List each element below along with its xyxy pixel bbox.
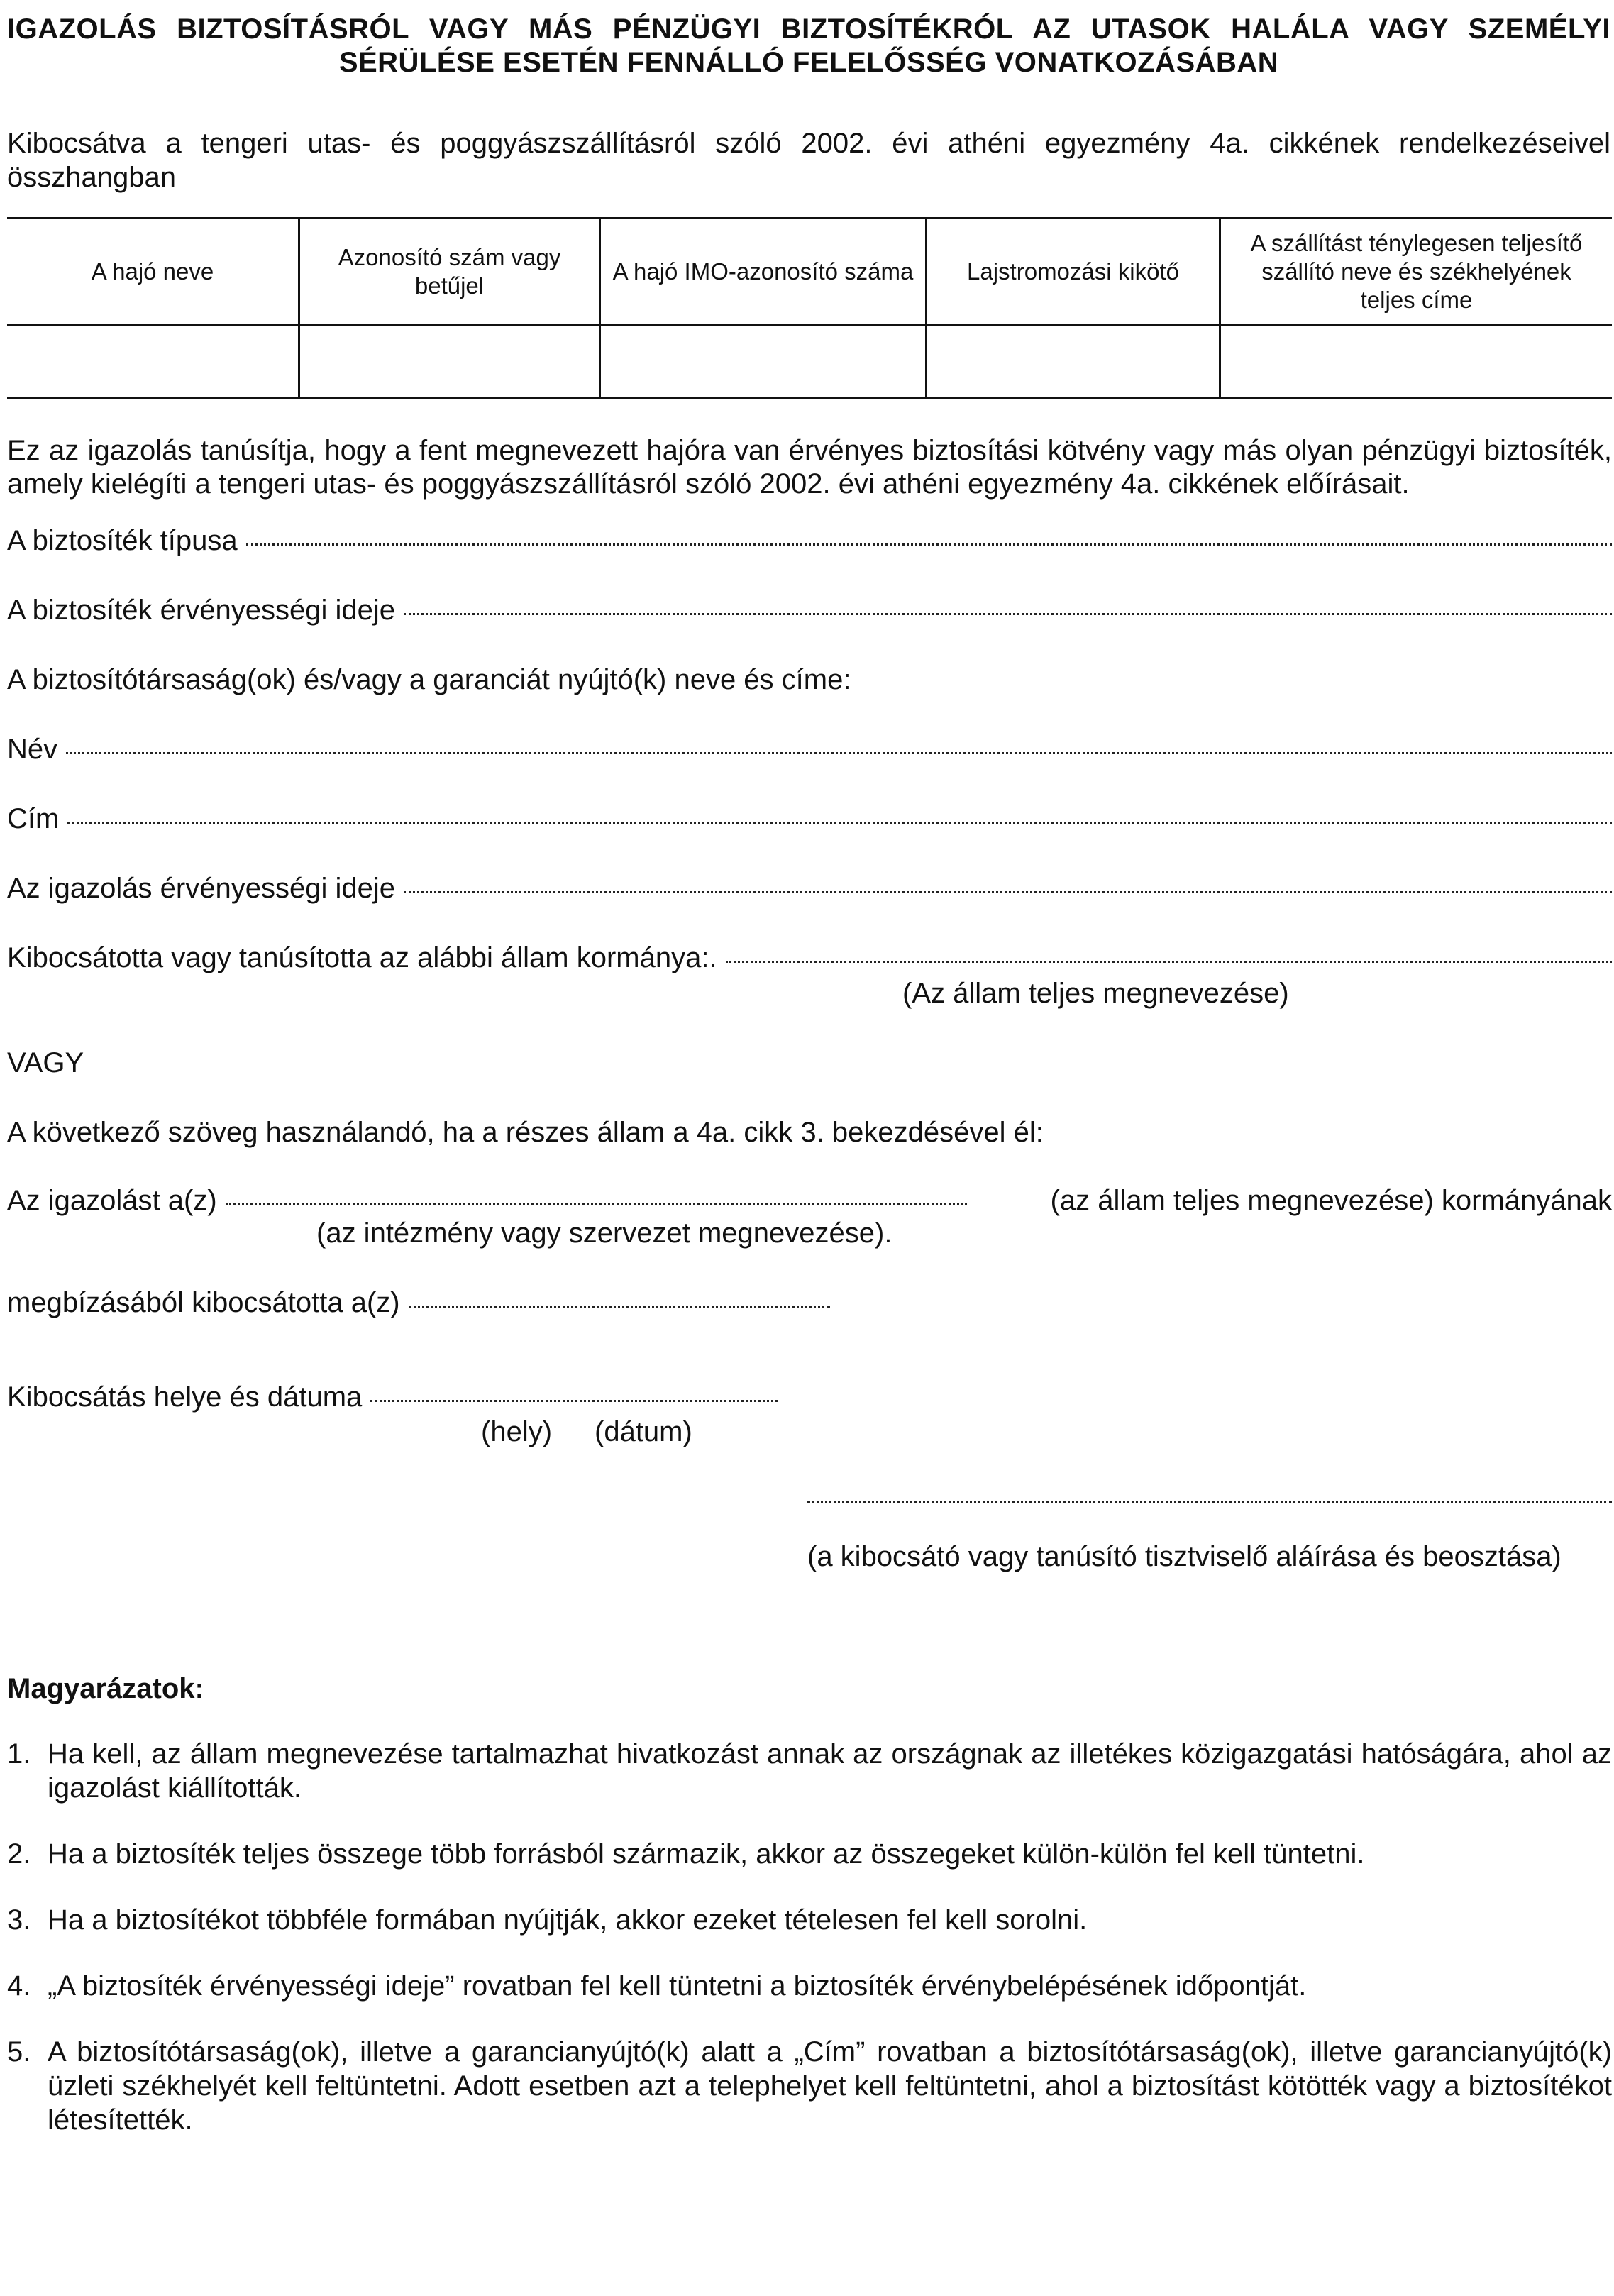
security-duration-label: A biztosíték érvényességi ideje <box>7 595 395 626</box>
note-text: Ha kell, az állam megnevezése tartalmazhat hivatkozást annak az országnak az illetékes közigazgatási hatóságára, ahol az igazolást kiállították. <box>48 1738 1612 1804</box>
on-behalf-field[interactable] <box>7 1286 830 1320</box>
place-note: (hely) <box>481 1416 553 1447</box>
issued-by-state-field[interactable] <box>7 941 1612 975</box>
cell-carrier-name-address[interactable] <box>1219 326 1612 399</box>
note-text: Ha a biztosíték teljes összege több forrásból származik, akkor az összegeket külön-külön fel kell tüntetni. <box>48 1838 1365 1870</box>
header-distinctive-number: Azonosító szám vagy betűjel <box>298 219 599 324</box>
notes-heading: Magyarázatok: <box>7 1673 204 1704</box>
security-duration-dotted-line[interactable] <box>404 613 1612 615</box>
note-number: 3. <box>7 1904 31 1936</box>
note-item <box>7 1969 1612 2003</box>
place-date-dotted-line[interactable] <box>370 1400 778 1402</box>
place-date-field[interactable] <box>7 1380 778 1414</box>
address-field[interactable] <box>7 802 1612 836</box>
issued-by-state-label: Kibocsátotta vagy tanúsította az alábbi állam kormánya:. <box>7 942 717 973</box>
title-line-2: SÉRÜLÉSE ESETÉN FENNÁLLÓ FELELŐSSÉG VONATKOZÁSÁBAN <box>338 47 1279 78</box>
institution-note: (az intézmény vagy szervezet megnevezése). <box>316 1218 892 1249</box>
header-imo-number: A hajó IMO-azonosító száma <box>599 219 925 324</box>
note-number: 4. <box>7 1970 31 2002</box>
header-ship-name: A hajó neve <box>91 258 214 285</box>
security-type-label: A biztosíték típusa <box>7 525 238 556</box>
vessel-table <box>7 217 1612 399</box>
vessel-table-header-row <box>7 219 1612 326</box>
cert-issued-label: Az igazolást a(z) <box>7 1185 217 1216</box>
name-label: Név <box>7 734 58 765</box>
following-text-note: A következő szöveg használandó, ha a részes állam a 4a. cikk 3. bekezdésével él: <box>7 1117 1044 1148</box>
notes-list <box>7 1737 1612 2169</box>
on-behalf-dotted-line[interactable] <box>409 1306 830 1308</box>
cert-issued-field[interactable] <box>7 1183 1612 1218</box>
address-label: Cím <box>7 803 60 834</box>
security-type-dotted-line[interactable] <box>246 543 1612 546</box>
note-item <box>7 1837 1612 1871</box>
signature-dotted-line[interactable] <box>807 1501 1612 1503</box>
date-note: (dátum) <box>595 1416 692 1447</box>
note-item <box>7 2035 1612 2137</box>
security-type-field[interactable] <box>7 524 1612 558</box>
insurer-heading: A biztosítótársaság(ok) és/vagy a garanciát nyújtó(k) neve és címe: <box>7 664 851 695</box>
cell-distinctive-number[interactable] <box>298 326 599 399</box>
issued-by-state-dotted-line[interactable] <box>726 961 1612 963</box>
on-behalf-label: megbízásából kibocsátotta a(z) <box>7 1287 400 1318</box>
state-full-name-note: (Az állam teljes megnevezése) <box>902 978 1289 1009</box>
note-item <box>7 1903 1612 1937</box>
header-carrier-name-address: A szállítást ténylegesen teljesítő szállító neve és székhelyének teljes címe <box>1219 219 1612 324</box>
or-label: VAGY <box>7 1047 84 1078</box>
place-date-label: Kibocsátás helye és dátuma <box>7 1381 363 1413</box>
note-text: „A biztosíték érvényességi ideje” rovatban fel kell tüntetni a biztosíték érvénybelépésének időpontját. <box>48 1970 1307 2002</box>
address-dotted-line[interactable] <box>67 822 1612 824</box>
name-dotted-line[interactable] <box>66 752 1612 754</box>
note-number: 1. <box>7 1738 31 1770</box>
cell-ship-name[interactable] <box>7 326 298 399</box>
note-text: A biztosítótársaság(ok), illetve a garancianyújtó(k) alatt a „Cím” rovatban a biztosítótársaság(ok), illetve garancianyújtó(k) üzleti székhelyét kell feltüntetni. Adott esetben azt a telephelyet kell feltüntetni, ahol a biztosítást kötötték vagy a biztosítékot létesítették. <box>48 2036 1612 2136</box>
cert-issued-dotted-line[interactable] <box>226 1203 967 1205</box>
note-number: 2. <box>7 1838 31 1870</box>
cell-imo-number[interactable] <box>599 326 925 399</box>
note-item <box>7 1737 1612 1805</box>
header-port-of-registry: Lajstromozási kikötő <box>925 219 1219 324</box>
note-number: 5. <box>7 2036 31 2068</box>
note-text: Ha a biztosítékot többféle formában nyújtják, akkor ezeket tételesen fel kell sorolni. <box>48 1904 1088 1936</box>
title-line-1: IGAZOLÁS BIZTOSÍTÁSRÓL VAGY MÁS PÉNZÜGYI BIZTOSÍTÉKRÓL AZ UTASOK HALÁLA VAGY SZEMÉLYI <box>7 13 1610 45</box>
document-title <box>7 13 1610 79</box>
cert-validity-dotted-line[interactable] <box>404 891 1612 893</box>
cert-validity-label: Az igazolás érvényességi ideje <box>7 873 395 904</box>
cert-issued-suffix: (az állam teljes megnevezése) kormányának <box>1050 1185 1612 1216</box>
security-duration-field[interactable] <box>7 593 1612 627</box>
vessel-table-data-row <box>7 326 1612 399</box>
certification-statement: Ez az igazolás tanúsítja, hogy a fent megnevezett hajóra van érvényes biztosítási kötvény vagy más olyan pénzügyi biztosíték, amely kielégíti a tengeri utas- és poggyászszállításról szóló 2002. évi athéni egyezmény 4a. cikkének előírásait. <box>7 435 1612 500</box>
name-field[interactable] <box>7 732 1612 766</box>
issued-in-accordance-text: Kibocsátva a tengeri utas- és poggyászszállításról szóló 2002. évi athéni egyezmény 4a. cikkének rendelkezéseivel összhangban <box>7 128 1610 193</box>
signature-note: (a kibocsátó vagy tanúsító tisztviselő aláírása és beosztása) <box>807 1541 1562 1572</box>
signature-field[interactable] <box>807 1506 1612 1508</box>
cert-validity-field[interactable] <box>7 871 1612 905</box>
cell-port-of-registry[interactable] <box>925 326 1219 399</box>
